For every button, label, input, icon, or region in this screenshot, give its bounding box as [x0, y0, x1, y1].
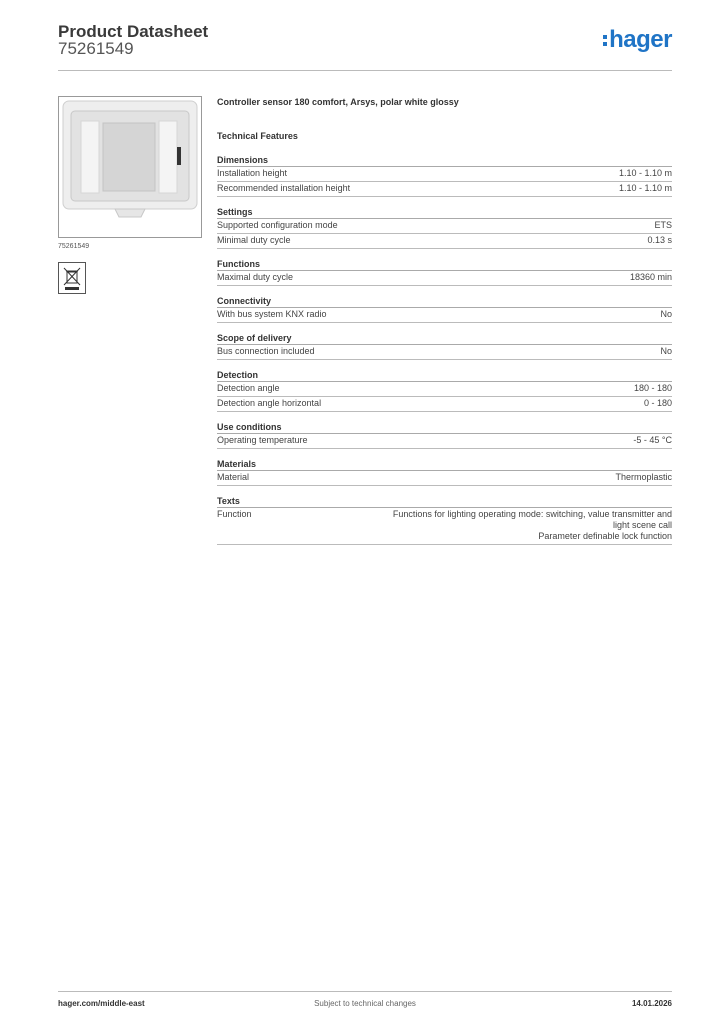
- document-title: Product Datasheet: [58, 22, 209, 41]
- row-label: Detection angle: [217, 383, 280, 393]
- row-label: Bus connection included: [217, 346, 315, 356]
- row-value: 1.10 - 1.10 m: [618, 183, 672, 193]
- logo-dots-icon: [603, 32, 607, 49]
- table-row: [217, 167, 672, 182]
- footer-website-link[interactable]: hager.com/middle-east: [58, 999, 145, 1008]
- section-texts: [217, 495, 672, 545]
- section-dimensions: [217, 154, 672, 197]
- section-use-conditions: [217, 421, 672, 449]
- section-title: Texts: [217, 495, 672, 508]
- hager-logo: [603, 26, 672, 54]
- row-value: 0 - 180: [643, 398, 672, 408]
- page-header: [58, 20, 672, 71]
- row-value-line: Functions for lighting operating mode: switching, value transmitter and: [392, 509, 672, 519]
- table-row: [217, 508, 672, 545]
- weee-crossed-bin-icon: [58, 262, 86, 294]
- row-value: Thermoplastic: [615, 472, 672, 482]
- section-title: Settings: [217, 206, 672, 219]
- document-number: 75261549: [58, 39, 134, 58]
- section-title: Use conditions: [217, 421, 672, 434]
- section-connectivity: [217, 295, 672, 323]
- row-value: 180 - 180: [633, 383, 672, 393]
- table-row: [217, 434, 672, 449]
- table-row: [217, 382, 672, 397]
- table-row: [217, 219, 672, 234]
- row-label: Operating temperature: [217, 435, 308, 445]
- row-value: No: [660, 346, 672, 356]
- row-value: [393, 509, 672, 542]
- product-title: Controller sensor 180 comfort, Arsys, polar white glossy: [217, 97, 459, 107]
- section-title: Scope of delivery: [217, 332, 672, 345]
- row-value: 0.13 s: [647, 235, 672, 245]
- technical-features-heading: Technical Features: [217, 131, 298, 141]
- row-value-line: light scene call: [612, 520, 672, 530]
- row-value: No: [660, 309, 672, 319]
- row-label: Recommended installation height: [217, 183, 351, 193]
- product-image: [58, 96, 202, 238]
- row-label: Installation height: [217, 168, 288, 178]
- row-value: 18360 min: [629, 272, 672, 282]
- section-functions: [217, 258, 672, 286]
- row-label: Function: [217, 509, 252, 519]
- section-detection: [217, 369, 672, 412]
- section-title: Materials: [217, 458, 672, 471]
- table-row: [217, 182, 672, 197]
- section-scope-of-delivery: [217, 332, 672, 360]
- row-label: Material: [217, 472, 250, 482]
- table-row: [217, 471, 672, 486]
- footer-notice: Subject to technical changes: [314, 999, 416, 1008]
- table-row: [217, 345, 672, 360]
- table-row: [217, 397, 672, 412]
- section-settings: [217, 206, 672, 249]
- sensor-illustration: [59, 97, 201, 237]
- section-title: Functions: [217, 258, 672, 271]
- row-label: Supported configuration mode: [217, 220, 338, 230]
- footer-date: 14.01.2026: [631, 999, 672, 1008]
- row-value: ETS: [654, 220, 672, 230]
- section-title: Detection: [217, 369, 672, 382]
- row-value: 1.10 - 1.10 m: [618, 168, 672, 178]
- row-label: Maximal duty cycle: [217, 272, 294, 282]
- row-label: With bus system KNX radio: [217, 309, 327, 319]
- row-label: Minimal duty cycle: [217, 235, 291, 245]
- table-row: [217, 271, 672, 286]
- section-title: Dimensions: [217, 154, 672, 167]
- datasheet-content: [217, 96, 672, 554]
- row-label: Detection angle horizontal: [217, 398, 322, 408]
- page-footer: [58, 991, 672, 1012]
- image-caption: 75261549: [58, 243, 90, 250]
- section-title: Connectivity: [217, 295, 672, 308]
- section-materials: [217, 458, 672, 486]
- table-row: [217, 234, 672, 249]
- logo-text: hager: [609, 26, 672, 53]
- row-value: -5 - 45 °C: [633, 435, 672, 445]
- row-value-line: Parameter definable lock function: [538, 531, 672, 541]
- table-row: [217, 308, 672, 323]
